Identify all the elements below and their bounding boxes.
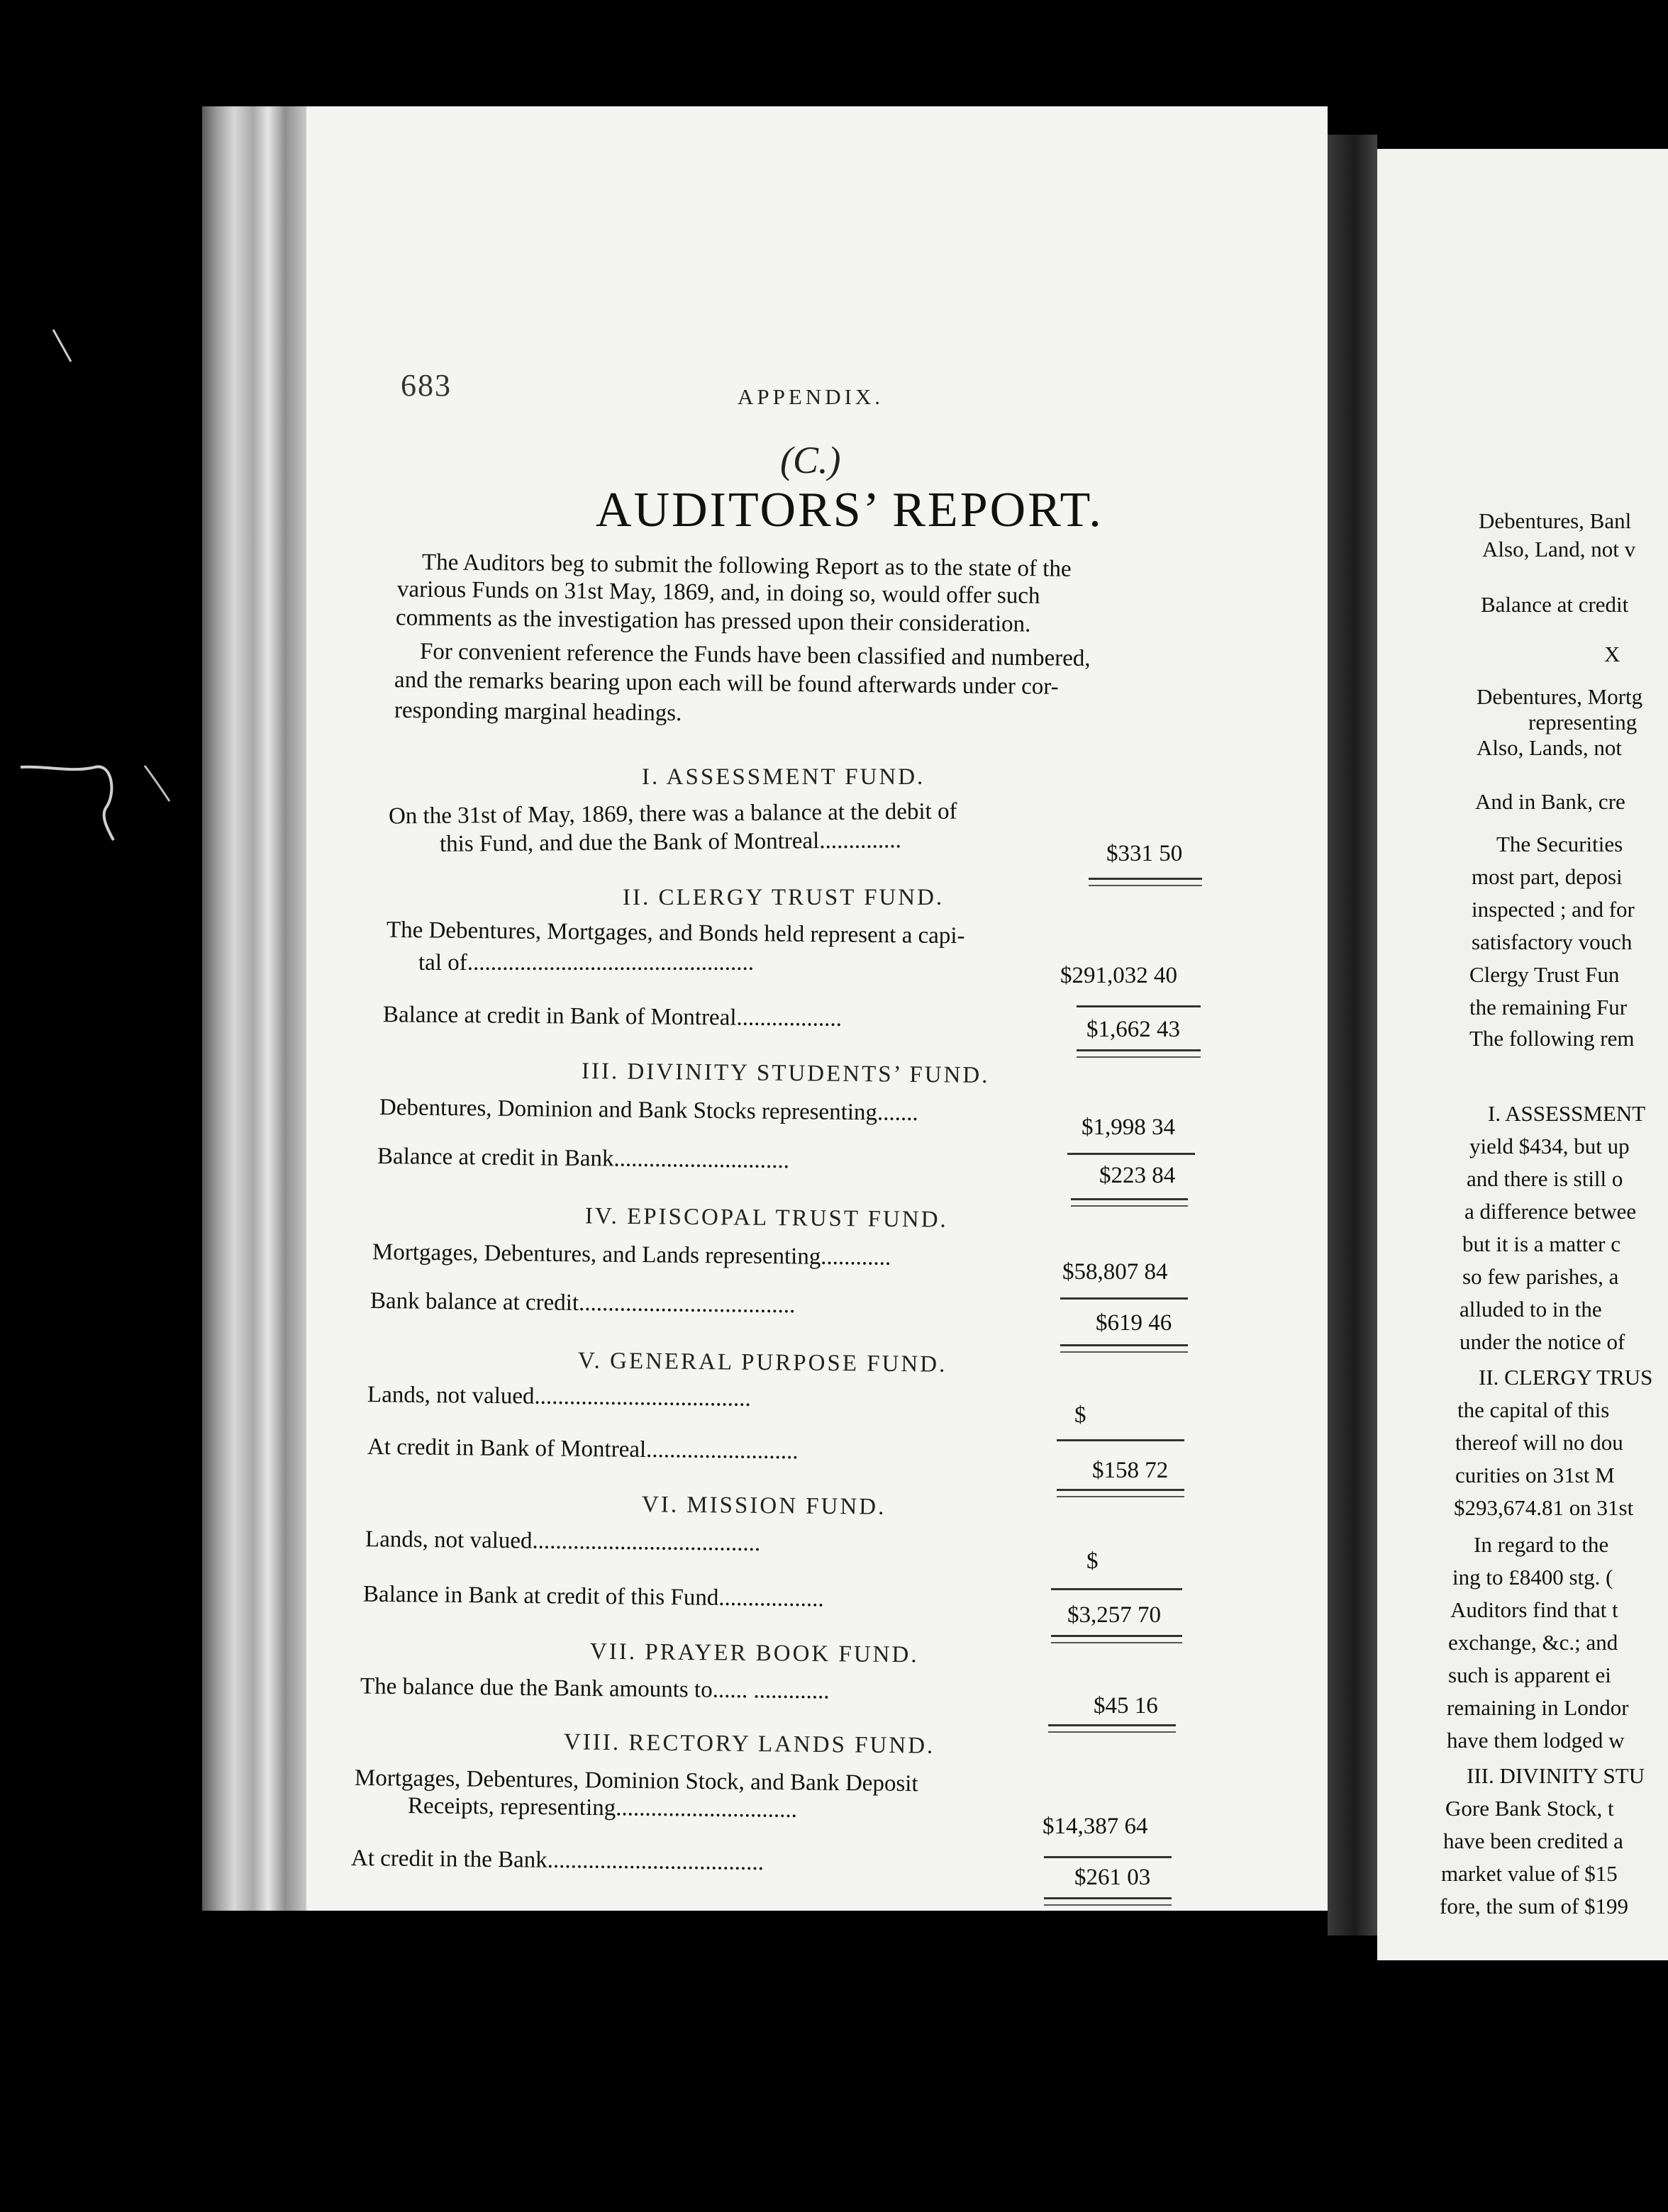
fund-entry-text: Balance at credit in Bank.............................. bbox=[377, 1143, 790, 1174]
right-page-line: most part, deposi bbox=[1472, 864, 1623, 889]
right-page-line: market value of $15 bbox=[1441, 1861, 1618, 1886]
right-page-line: have them lodged w bbox=[1447, 1728, 1625, 1753]
book-binding-edge bbox=[202, 106, 308, 1911]
intro-line: For convenient reference the Funds have been classified and numbered, bbox=[419, 639, 1091, 671]
fund-entry-text: tal of................................................. bbox=[418, 950, 754, 976]
right-page-line: thereof will no dou bbox=[1455, 1430, 1623, 1455]
fund-entry-text: this Fund, and due the Bank of Montreal.............. bbox=[439, 827, 901, 857]
right-page-line: under the notice of bbox=[1460, 1329, 1625, 1354]
fund-entry-text: Balance at credit in Bank of Montreal.................. bbox=[382, 1002, 843, 1032]
right-page-line: the remaining Fur bbox=[1469, 995, 1628, 1020]
fund-amount: $619 46 bbox=[1096, 1310, 1172, 1336]
right-page-line: yield $434, but up bbox=[1469, 1134, 1630, 1158]
right-page-line: I. ASSESSMENT bbox=[1488, 1101, 1646, 1126]
total-rule bbox=[1057, 1489, 1184, 1497]
fund-heading: IV. EPISCOPAL TRUST FUND. bbox=[584, 1203, 948, 1233]
right-page-line: Auditors find that t bbox=[1450, 1597, 1618, 1622]
rule bbox=[1077, 1005, 1201, 1007]
right-page-line: In regard to the bbox=[1474, 1532, 1609, 1557]
right-page-line: alluded to in the bbox=[1460, 1297, 1602, 1322]
right-page-line: The Securities bbox=[1496, 832, 1623, 856]
fund-entry-text: Mortgages, Debentures, Dominion Stock, and Bank Deposit bbox=[354, 1765, 918, 1797]
total-rule bbox=[1077, 1049, 1201, 1058]
right-page-line: II. CLERGY TRUS bbox=[1479, 1365, 1653, 1390]
intro-line: various Funds on 31st May, 1869, and, in doing so, would offer such bbox=[396, 576, 1040, 609]
fund-heading: II. CLERGY TRUST FUND. bbox=[623, 885, 945, 910]
fund-amount: $45 16 bbox=[1094, 1693, 1158, 1719]
fund-amount: $223 84 bbox=[1099, 1163, 1176, 1188]
right-page-line: The following rem bbox=[1469, 1026, 1635, 1051]
right-page-line: $293,674.81 on 31st bbox=[1454, 1495, 1634, 1520]
right-page-line: have been credited a bbox=[1443, 1828, 1623, 1853]
total-rule bbox=[1048, 1724, 1176, 1733]
fund-entry-text: Balance in Bank at credit of this Fund.................. bbox=[362, 1581, 824, 1612]
right-page-line: and there is still o bbox=[1467, 1166, 1623, 1191]
right-page-line: exchange, &c.; and bbox=[1448, 1630, 1618, 1655]
right-page-line: a difference betwee bbox=[1464, 1199, 1637, 1224]
fund-amount: $331 50 bbox=[1106, 841, 1183, 866]
scratch-mark-icon bbox=[50, 326, 78, 369]
right-page-line: Debentures, Mortg bbox=[1477, 684, 1643, 709]
fund-entry-text: The balance due the Bank amounts to...... ............. bbox=[360, 1673, 830, 1704]
rule bbox=[1067, 1153, 1195, 1155]
total-rule bbox=[1044, 1897, 1172, 1906]
fund-amount: $14,387 64 bbox=[1042, 1814, 1148, 1839]
fund-entry-text: On the 31st of May, 1869, there was a balance at the debit of bbox=[388, 798, 957, 830]
total-rule bbox=[1071, 1198, 1188, 1207]
fund-entry-text: Mortgages, Debentures, and Lands representing............ bbox=[372, 1239, 891, 1270]
right-page-line: but it is a matter c bbox=[1462, 1231, 1620, 1256]
right-page-line: Debentures, Banl bbox=[1479, 508, 1632, 533]
rule bbox=[1051, 1588, 1182, 1590]
thread-mark-icon bbox=[17, 752, 173, 851]
right-page-line: And in Bank, cre bbox=[1475, 789, 1625, 814]
fund-amount: $1,998 34 bbox=[1082, 1115, 1175, 1140]
fund-heading: VIII. RECTORY LANDS FUND. bbox=[563, 1729, 935, 1759]
page-title: AUDITORS’ REPORT. bbox=[596, 483, 1103, 537]
fund-entry-text: At credit in the Bank..................................... bbox=[350, 1845, 764, 1876]
fund-entry-text: At credit in Bank of Montreal.......................... bbox=[367, 1434, 799, 1465]
right-page-line: such is apparent ei bbox=[1448, 1663, 1611, 1687]
right-page-line: Balance at credit bbox=[1481, 592, 1629, 617]
fund-amount: $158 72 bbox=[1092, 1458, 1169, 1483]
total-rule bbox=[1051, 1635, 1182, 1643]
fund-amount: $3,257 70 bbox=[1067, 1602, 1161, 1628]
right-page-line: ing to £8400 stg. ( bbox=[1452, 1565, 1613, 1590]
intro-line: responding marginal headings. bbox=[394, 697, 682, 727]
fund-amount: $1,662 43 bbox=[1086, 1017, 1180, 1042]
right-page-line: so few parishes, a bbox=[1462, 1264, 1619, 1289]
right-page-line: Also, Lands, not bbox=[1477, 735, 1622, 760]
right-page-line: Clergy Trust Fun bbox=[1469, 962, 1620, 987]
total-rule bbox=[1089, 878, 1202, 886]
page-number: 683 bbox=[401, 368, 452, 403]
total-rule bbox=[1060, 1344, 1188, 1353]
section-letter: (C.) bbox=[780, 439, 841, 481]
fund-heading: VI. MISSION FUND. bbox=[641, 1492, 886, 1520]
right-page-line: remaining in Londor bbox=[1447, 1695, 1629, 1720]
fund-heading: III. DIVINITY STUDENTS’ FUND. bbox=[581, 1058, 990, 1089]
rule bbox=[1060, 1297, 1188, 1300]
fund-heading: V. GENERAL PURPOSE FUND. bbox=[577, 1348, 947, 1378]
fund-entry-text: Debentures, Dominion and Bank Stocks representing....... bbox=[379, 1095, 918, 1126]
fund-amount: $ bbox=[1074, 1402, 1086, 1428]
right-page-line: representing bbox=[1528, 710, 1638, 734]
fund-amount: $291,032 40 bbox=[1060, 963, 1177, 988]
fund-entry-text: Bank balance at credit..................................... bbox=[369, 1287, 796, 1319]
rule bbox=[1044, 1856, 1172, 1858]
right-page-line: inspected ; and for bbox=[1472, 897, 1635, 922]
fund-amount: $ bbox=[1086, 1548, 1099, 1574]
right-page-line: III. DIVINITY STU bbox=[1467, 1763, 1645, 1788]
fund-entry-text: Receipts, representing............................... bbox=[407, 1793, 798, 1823]
intro-line: The Auditors beg to submit the following Report as to the state of the bbox=[421, 549, 1072, 582]
right-page-line: Also, Land, not v bbox=[1482, 537, 1636, 562]
right-page-line: Gore Bank Stock, t bbox=[1445, 1796, 1614, 1821]
right-page-line: fore, the sum of $199 bbox=[1440, 1894, 1629, 1918]
rule bbox=[1057, 1439, 1184, 1441]
fund-heading: I. ASSESSMENT FUND. bbox=[642, 764, 925, 790]
fund-heading: VII. PRAYER BOOK FUND. bbox=[589, 1638, 919, 1668]
running-head: APPENDIX. bbox=[738, 384, 884, 409]
fund-entry-text: The Debentures, Mortgages, and Bonds held represent a capi- bbox=[386, 917, 965, 949]
right-page-line: curities on 31st M bbox=[1455, 1463, 1615, 1487]
fund-amount: $58,807 84 bbox=[1062, 1259, 1168, 1285]
page-gutter bbox=[1328, 135, 1377, 1936]
fund-entry-text: Lands, not valued....................................... bbox=[365, 1526, 761, 1556]
fund-entry-text: Lands, not valued..................................... bbox=[367, 1382, 751, 1412]
fund-amount: $261 03 bbox=[1074, 1865, 1151, 1890]
right-page-line: the capital of this bbox=[1457, 1397, 1610, 1422]
intro-line: comments as the investigation has pressed upon their consideration. bbox=[395, 605, 1031, 637]
right-page-line: satisfactory vouch bbox=[1472, 929, 1633, 954]
right-page-line: X bbox=[1604, 642, 1620, 666]
intro-line: and the remarks bearing upon each will be found afterwards under cor- bbox=[394, 667, 1059, 700]
